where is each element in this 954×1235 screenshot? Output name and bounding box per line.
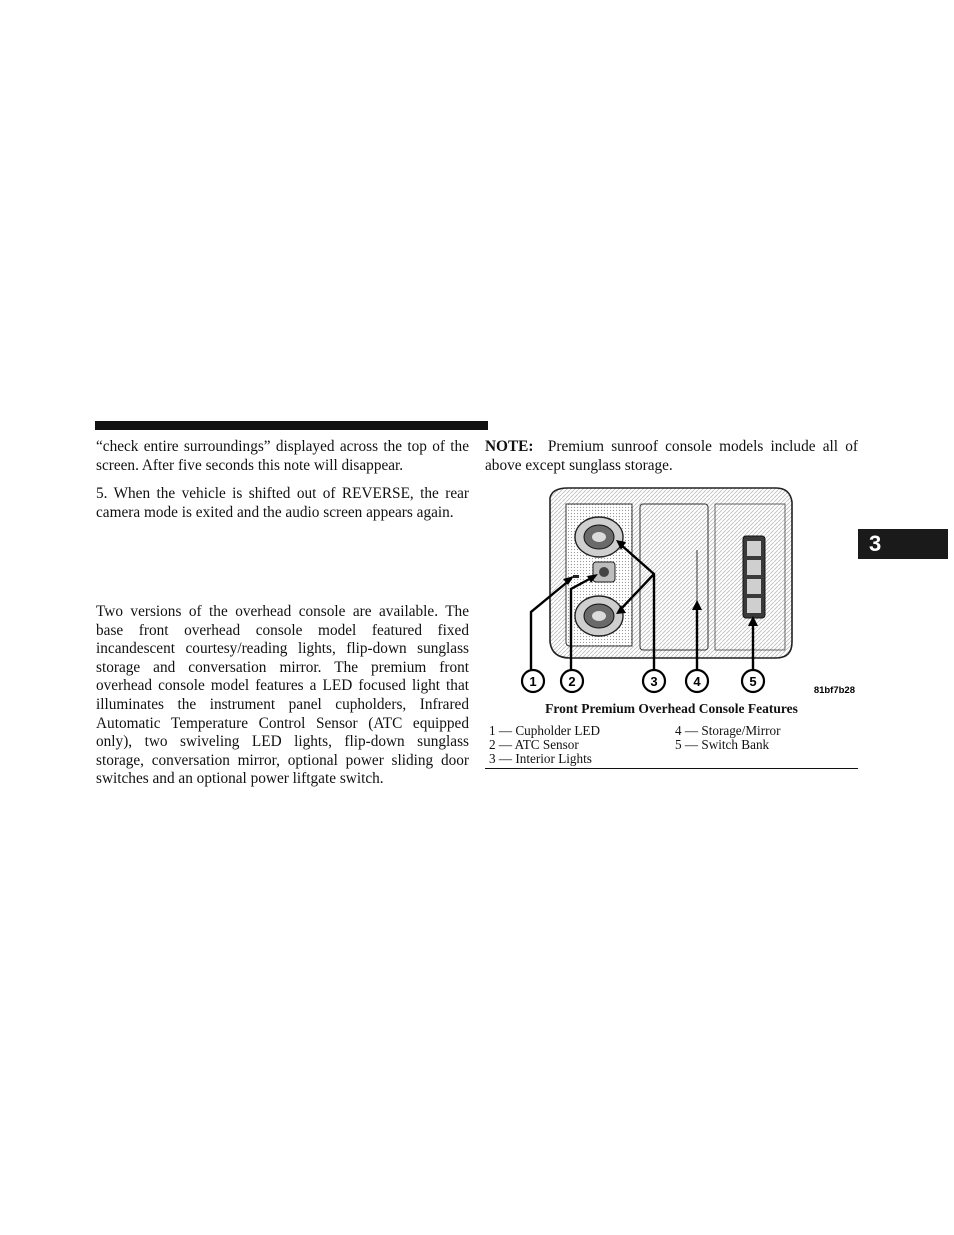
legend-item: 3 — Interior Lights	[489, 751, 592, 767]
figure-legend-left	[489, 724, 600, 767]
overhead-console-figure	[510, 482, 860, 697]
callout-1: 1	[529, 674, 537, 689]
note-text: Premium sunroof console models include all of above except sunglass storage.	[485, 438, 858, 474]
paragraph-surroundings: “check entire surroundings” displayed across the top of the screen. After five seconds this note will disappear.	[96, 438, 469, 474]
figure-caption: Front Premium Overhead Console Features	[545, 701, 798, 716]
legend-rule	[485, 768, 858, 769]
callout-4: 4	[693, 674, 701, 689]
overhead-console-paragraph-block	[96, 603, 469, 789]
legend-item: 4 — Storage/Mirror	[675, 723, 781, 738]
right-column	[485, 438, 858, 475]
left-column	[96, 438, 469, 522]
legend-item: 2 — ATC Sensor	[489, 737, 579, 753]
section-rule	[95, 421, 488, 430]
callout-5: 5	[749, 674, 757, 689]
console-illustration	[510, 482, 860, 697]
chapter-tab: 3	[858, 529, 948, 559]
figure-code: 81bf7b28	[813, 685, 855, 696]
paragraph-overhead-console: Two versions of the overhead console are available. The base front overhead console model featured fixed incandescent courtesy/reading lights, flip-down sunglass storage and conversation mirror. The premium front overhead console model features a LED focused light that illuminates the instrument panel cupholders, Infrared Automatic Temperature Control Sensor (ATC equipped only), two swiveling LED lights, flip-down sunglass storage, conversation mirror, optional power sliding door switches and an optional power liftgate switch.	[96, 603, 469, 788]
note-label: NOTE:	[485, 438, 534, 455]
paragraph-reverse: 5. When the vehicle is shifted out of REVERSE, the rear camera mode is exited and the audio screen appears again.	[96, 485, 469, 521]
note-paragraph	[485, 438, 858, 475]
callout-3: 3	[650, 674, 658, 689]
legend-item: 5 — Switch Bank	[675, 737, 770, 753]
callout-2: 2	[568, 674, 576, 689]
legend-item: 1 — Cupholder LED	[489, 723, 600, 738]
figure-legend-right	[675, 724, 780, 752]
